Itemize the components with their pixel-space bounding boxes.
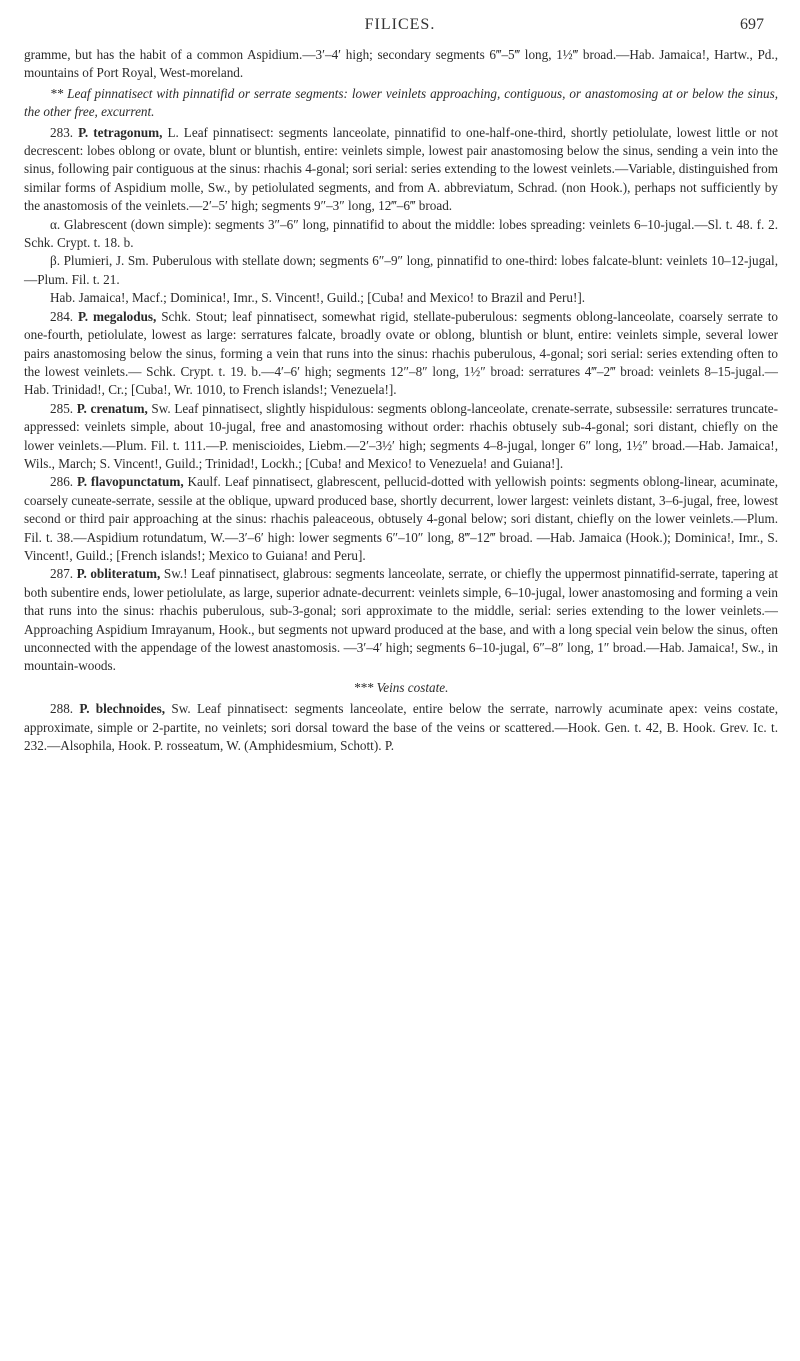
entry-description: L. Leaf pinnatisect: segments lanceolate, pinnatifid to one-half-one-third, shortly petiolulate, lowest little or not decrescent: lobes oblong or ovate, blunt or bluntish, entire: veinlets simple, lowest pair anastomosing below the sinus, sending a vein into the sinus, following pair contiguous at the sinus: rhachis 4-gonal; sori serial: series extending to the lowest veinlets.—Variable, distinguished from similar forms of Aspidium molle, Sw., by petiolulated segments, and from A. abbreviatum, Schrad. (non Hook.), perhaps not sufficiently by the anastomosis of the veinlets.—2′–5′ high; segments 9″–3″ long, 12‴–6‴ broad. [24, 124, 778, 214]
species-entry-285 [24, 400, 778, 474]
section-heading: *** Veins costate. [353, 679, 449, 695]
entry-number: 287. [50, 566, 74, 582]
entry-number: 288. [50, 701, 74, 717]
entry-number: 284. [50, 308, 74, 324]
continued-paragraph: gramme, but has the habit of a common Aspidium.—3′–4′ high; secondary segments 6‴–5‴ long, 1½‴ broad.—Hab. Jamaica!, Hartw., Pd., mountains of Port Royal, West-moreland. [24, 47, 778, 81]
body-text [24, 46, 778, 755]
species-name: P. blechnoides, [79, 701, 166, 717]
species-entry-284 [24, 308, 778, 400]
page-number: 697 [740, 16, 764, 33]
entry-description: Sw. Leaf pinnatisect: segments lanceolate, entire below the serrate, narrowly acuminate apex: veins costate, approximate, simple or 2-partite, no veinlets; sori dorsal toward the base of the veins or scattered.—Hook. Gen. t. 42, B. Hook. Grev. Ic. t. 232.—Alsophila, Hook. P. rosseatum, W. (Amphidesmium, Schott). P. [24, 701, 779, 754]
entry-description: Sw. Leaf pinnatisect, slightly hispidulous: segments oblong-lanceolate, crenate-serrate, subsessile: serratures truncate-appressed: veinlets simple, about 10-jugal, free and anastomosing without order: rhachis obtusely sub-4-gonal; sori distant, chiefly on the lower veinlets.—Plum. Fil. t. 111.—P. meniscioides, Liebm.—2′–3½′ high; segments 4–8-jugal, longer 6″ long, 1½″ broad.—Hab. Jamaica!, Wils., March; S. Vincent!, Guild.; Trinidad!, Lockh.; [Cuba! and Mexico! to Venezuela! and Guiana!]. [24, 400, 778, 471]
species-entry-287 [24, 565, 778, 675]
species-name: P. flavopunctatum, [76, 474, 184, 490]
species-name: P. tetragonum, [78, 124, 163, 140]
habitat-line: Hab. Jamaica!, Macf.; Dominica!, Imr., S. Vincent!, Guild.; [Cuba! and Mexico! to Brazil and Peru!]. [50, 290, 586, 306]
entry-number: 286. [50, 474, 74, 490]
page-header [0, 16, 800, 40]
running-head: FILICES. [364, 16, 436, 33]
entry-number: 285. [50, 400, 74, 416]
section-heading: ** Leaf pinnatisect with pinnatifid or serrate segments: lower veinlets approaching, contiguous, or anastomosing at or below the sinus, the other free, excurrent. [24, 85, 778, 120]
entry-description: Sw.! Leaf pinnatisect, glabrous: segments lanceolate, serrate, or chiefly the uppermost pinnatifid-serrate, tapering at both subentire ends, lower petiolulate, as large, superior adnate-decurrent: veinlets simple, 6–10-jugal, lower anastomosing and forming a vein that runs into the sinus: rhachis puberulous, sub-3-gonal; sori approximate to the middle, serial: series extending to the lower veinlets.—Approaching Aspidium Imrayanum, Hook., but segments not upward produced at the base, and with a long special vein below the sinus, often unconnected with the appendage of the lowest anastomosis. —3′–4′ high; segments 6–10-jugal, 6″–8″ long, 1″ broad.—Hab. Jamaica!, Sw., in mountain-woods. [24, 566, 778, 674]
entry-description: Kaulf. Leaf pinnatisect, glabrescent, pellucid-dotted with yellowish points: segments oblong-linear, acuminate, coarsely cuneate-serrate, sessile at the oblique, upward produced base, shortly decurrent, lower largest: veinlets distant, 3–6-jugal, free, lowest second or third pair approaching at the sinus: rhachis paleaceous, obtusely 4-gonal below; sori distant, chiefly on the lower veinlets.—Plum. Fil. t. 38.—Aspidium rotundatum, W.—3′–6′ high: lower segments 6″–10″ long, 8‴–12‴ broad. —Hab. Jamaica (Hook.); Dominica!, Imr., S. Vincent!, Guild.; [French islands!; Mexico to Guiana! and Peru]. [24, 474, 779, 563]
variety-beta: β. Plumieri, J. Sm. Puberulous with stellate down; segments 6″–9″ long, pinnatifid to one-third: lobes falcate-blunt: veinlets 10–12-jugal,—Plum. Fil. t. 21. [24, 253, 778, 287]
species-name: P. megalodus, [77, 308, 157, 324]
species-name: P. crenatum, [76, 400, 148, 416]
species-entry-288 [24, 700, 778, 755]
variety-alpha: α. Glabrescent (down simple): segments 3″–6″ long, pinnatifid to about the middle: lobes spreading: veinlets 6–10-jugal.—Sl. t. 48. f. 2. Schk. Crypt. t. 18. b. [24, 216, 778, 251]
entry-number: 283. [50, 124, 74, 140]
species-name: P. obliteratum, [76, 566, 161, 582]
species-entry-283 [24, 124, 778, 216]
entry-description: Schk. Stout; leaf pinnatisect, somewhat rigid, stellate-puberulous: segments oblong-lanceolate, coarsely serrate to one-fourth, petiolulate, lowest as large: serratures falcate, broadly ovate or oblong, bluntish or blunt, entire: veinlets simple, several lower pairs anastomosing below the sinus, forming a vein that runs into the sinus: rhachis puberulous, 4-gonal; sori serial: series extending often to the lowest veinlets.— Schk. Crypt. t. 19. b.—4′–6′ high; segments 12″–8″ long, 1½″ broad: serratures 4‴–2‴ broad: veinlets 8–15-jugal.—Hab. Trinidad!, Cr.; [Cuba!, Wr. 1010, to French islands!; Venezuela!]. [24, 308, 779, 398]
species-entry-286 [24, 473, 778, 565]
